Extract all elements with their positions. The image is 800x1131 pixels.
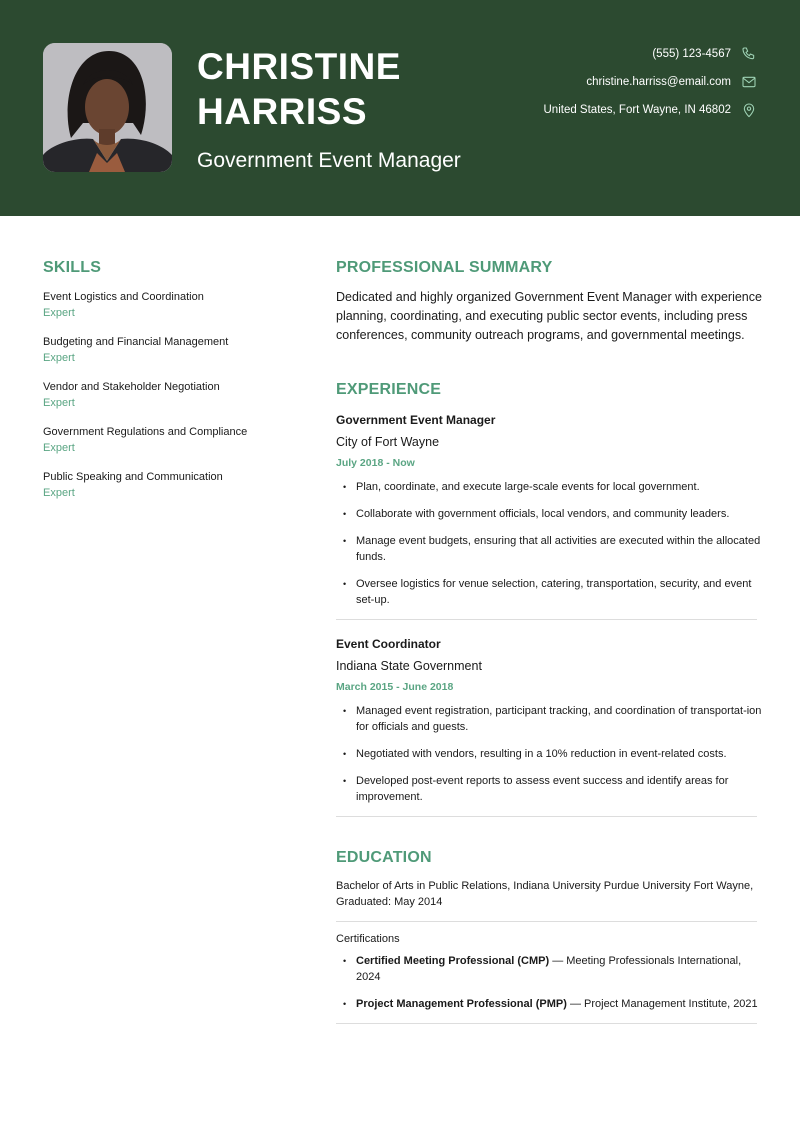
- skills-list: [43, 290, 303, 501]
- contact-phone: [544, 40, 758, 68]
- job-bullet: • Manage event budgets, ensuring that all activities are executed within the allocated funds.: [356, 533, 766, 565]
- skill-name: Public Speaking and Communication: [43, 471, 223, 483]
- skill-name: Budgeting and Financial Management: [43, 336, 229, 348]
- divider: [336, 921, 757, 922]
- resume-header: [0, 0, 800, 216]
- job-entry: [336, 636, 766, 817]
- map-pin-icon: [741, 102, 757, 118]
- job-bullet: • Plan, coordinate, and execute large-scale events for local government.: [356, 479, 766, 495]
- certifications-list: [336, 953, 766, 1012]
- skill-level: Expert: [43, 487, 75, 499]
- education-section: [336, 849, 766, 1024]
- skill-item: [43, 290, 303, 321]
- candidate-name: [197, 44, 401, 134]
- education-heading: EDUCATION: [336, 849, 432, 866]
- envelope-icon: [741, 74, 757, 90]
- certification-item: [356, 996, 766, 1012]
- profile-photo: [43, 43, 172, 172]
- skill-item: [43, 380, 303, 411]
- skills-heading: SKILLS: [43, 259, 102, 276]
- phone-text[interactable]: (555) 123-4567: [652, 48, 731, 60]
- experience-heading: EXPERIENCE: [336, 381, 442, 398]
- phone-icon: [741, 46, 757, 62]
- job-role: Government Event Manager: [336, 413, 496, 427]
- job-dates: July 2018 - Now: [336, 457, 415, 469]
- skill-level: Expert: [43, 352, 75, 364]
- skill-item: [43, 335, 303, 366]
- job-bullet: • Collaborate with government officials, local vendors, and community leaders.: [356, 506, 766, 522]
- certification-name: Project Management Professional (PMP): [356, 998, 567, 1010]
- degree-text: Bachelor of Arts in Public Relations, Indiana University Purdue University Fort Wayne, Graduated: May 2014: [336, 880, 754, 908]
- job-role: Event Coordinator: [336, 637, 441, 651]
- contact-list: [544, 40, 758, 124]
- divider: [336, 1023, 757, 1024]
- skill-level: Expert: [43, 442, 75, 454]
- first-name: CHRISTINE: [197, 46, 401, 87]
- experience-section: [336, 381, 766, 817]
- job-bullet: • Developed post-event reports to assess event success and identify areas for improvement.: [356, 773, 766, 805]
- main-column: [336, 259, 766, 1024]
- skill-level: Expert: [43, 397, 75, 409]
- certification-detail: — Project Management Institute, 2021: [566, 998, 758, 1010]
- skill-name: Vendor and Stakeholder Negotiation: [43, 381, 220, 393]
- job-organization: Indiana State Government: [336, 659, 482, 673]
- job-title: Government Event Manager: [197, 149, 461, 172]
- job-entry: [336, 412, 766, 620]
- job-dates: March 2015 - June 2018: [336, 681, 454, 693]
- job-bullets: [336, 479, 766, 608]
- divider: [336, 816, 757, 817]
- job-bullets: [336, 703, 766, 805]
- skill-name: Government Regulations and Compliance: [43, 426, 248, 438]
- portrait-image: [43, 43, 172, 172]
- job-bullet: • Negotiated with vendors, resulting in a 10% reduction in event-related costs.: [356, 746, 766, 762]
- summary-text: Dedicated and highly organized Government Event Manager with experience planning, coordinating, and executing public sector events, including press conferences, community outreach programs, and governmental meetings.: [336, 290, 762, 342]
- skill-item: [43, 470, 303, 501]
- contact-address: [544, 96, 758, 124]
- skill-level: Expert: [43, 307, 75, 319]
- contact-email: [544, 68, 758, 96]
- summary-section: [336, 259, 766, 345]
- skill-name: Event Logistics and Coordination: [43, 291, 204, 303]
- last-name: HARRISS: [197, 91, 368, 132]
- address-text: United States, Fort Wayne, IN 46802: [543, 104, 731, 116]
- certification-detail: — Meeting Professionals International, 2024: [356, 955, 742, 983]
- summary-heading: PROFESSIONAL SUMMARY: [336, 259, 553, 276]
- job-organization: City of Fort Wayne: [336, 435, 440, 449]
- skill-item: [43, 425, 303, 456]
- skills-section: [43, 259, 303, 501]
- job-bullet: • Managed event registration, participant tracking, and coordination of transportat-ion for officials and guests.: [356, 703, 766, 735]
- email-text[interactable]: christine.harriss@email.com: [586, 76, 731, 88]
- certifications-label: Certifications: [336, 933, 400, 945]
- certification-item: [356, 953, 766, 985]
- certification-name: Certified Meeting Professional (CMP): [356, 955, 550, 967]
- divider: [336, 619, 757, 620]
- job-bullet: • Oversee logistics for venue selection, catering, transportation, security, and event set-up.: [356, 576, 766, 608]
